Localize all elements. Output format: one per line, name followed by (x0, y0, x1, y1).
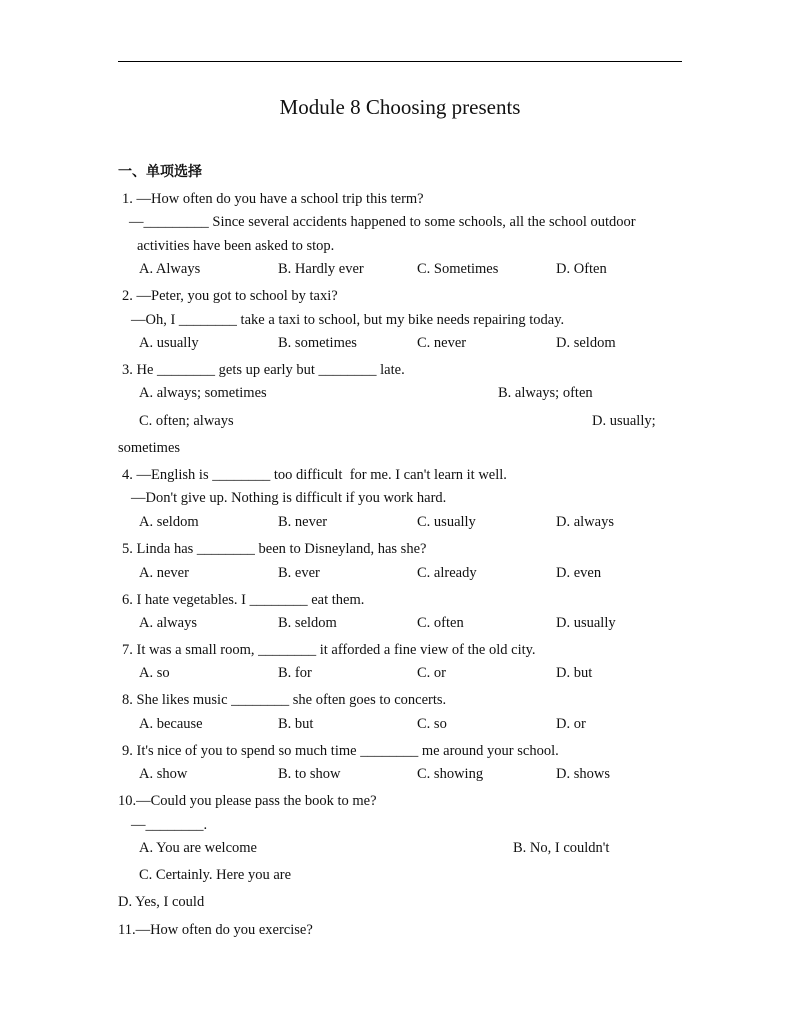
option-b: B. always; often (498, 385, 593, 401)
option-b: B. for (278, 665, 312, 681)
option-a: A. so (139, 665, 170, 681)
question-stem: 9. It's nice of you to spend so much time ________ me around your school. (122, 743, 559, 759)
option-d: D. always (556, 514, 614, 530)
option-c: C. so (417, 716, 447, 732)
option-a: A. usually (139, 335, 199, 351)
option-d: D. usually (556, 615, 616, 631)
question-line: —Oh, I ________ take a taxi to school, but my bike needs repairing today. (131, 312, 565, 328)
option-a: A. always (139, 615, 197, 631)
option-b: B. but (278, 716, 314, 732)
question-stem: 5. Linda has ________ been to Disneyland, has she? (122, 541, 427, 557)
option-d: D. or (556, 716, 586, 732)
option-c: C. often (417, 615, 464, 631)
option-b: B. sometimes (278, 335, 357, 351)
page-title: Module 8 Choosing presents (279, 95, 521, 119)
option-d: D. but (556, 665, 593, 681)
option-d: D. shows (556, 766, 610, 782)
option-a: A. You are welcome (139, 840, 257, 856)
option-c: C. Sometimes (417, 261, 499, 277)
question-line: —Don't give up. Nothing is difficult if you work hard. (131, 490, 447, 506)
question-stem: 3. He ________ gets up early but ________ late. (122, 362, 405, 378)
option-a: A. show (139, 766, 188, 782)
option-a: A. because (139, 716, 203, 732)
header-rule (118, 61, 682, 62)
question-stem: 6. I hate vegetables. I ________ eat them. (122, 592, 365, 608)
option-c: C. never (417, 335, 467, 351)
question-stem: 10.—Could you please pass the book to me? (118, 793, 377, 809)
option-d: D. even (556, 565, 602, 581)
option-d: D. usually; (592, 413, 656, 429)
option-c: C. showing (417, 766, 484, 782)
option-a: A. always; sometimes (139, 385, 267, 401)
option-b: B. seldom (278, 615, 337, 631)
option-c: C. often; always (139, 413, 234, 429)
question-stem: 4. —English is ________ too difficult for me. I can't learn it well. (122, 467, 507, 483)
question-stem: 1. —How often do you have a school trip this term? (122, 191, 424, 207)
option-b: B. Hardly ever (278, 261, 364, 277)
option-b: B. to show (278, 766, 341, 782)
question-stem: 11.—How often do you exercise? (118, 922, 313, 938)
question-stem: 2. —Peter, you got to school by taxi? (122, 288, 338, 304)
option-a: A. never (139, 565, 189, 581)
question-stem: 8. She likes music ________ she often goes to concerts. (122, 692, 447, 708)
section-heading: 一、单项选择 (118, 164, 202, 180)
question-line: —_________ Since several accidents happened to some schools, all the school outdoor (129, 214, 636, 230)
option-c: C. already (417, 565, 477, 581)
question-line: activities have been asked to stop. (137, 238, 335, 254)
question-line: —________. (131, 817, 208, 833)
option-c: C. Certainly. Here you are (139, 867, 292, 883)
option-c: C. usually (417, 514, 476, 530)
option-b: B. No, I couldn't (513, 840, 610, 856)
option-b: B. never (278, 514, 328, 530)
option-a: A. Always (139, 261, 201, 277)
option-d: D. Often (556, 261, 607, 277)
option-b: B. ever (278, 565, 320, 581)
option-c: C. or (417, 665, 446, 681)
option-a: A. seldom (139, 514, 199, 530)
option-d: D. Yes, I could (118, 894, 205, 910)
option-d: D. seldom (556, 335, 616, 351)
question-stem: 7. It was a small room, ________ it afforded a fine view of the old city. (122, 642, 536, 658)
option-d-wrap: sometimes (118, 440, 181, 456)
